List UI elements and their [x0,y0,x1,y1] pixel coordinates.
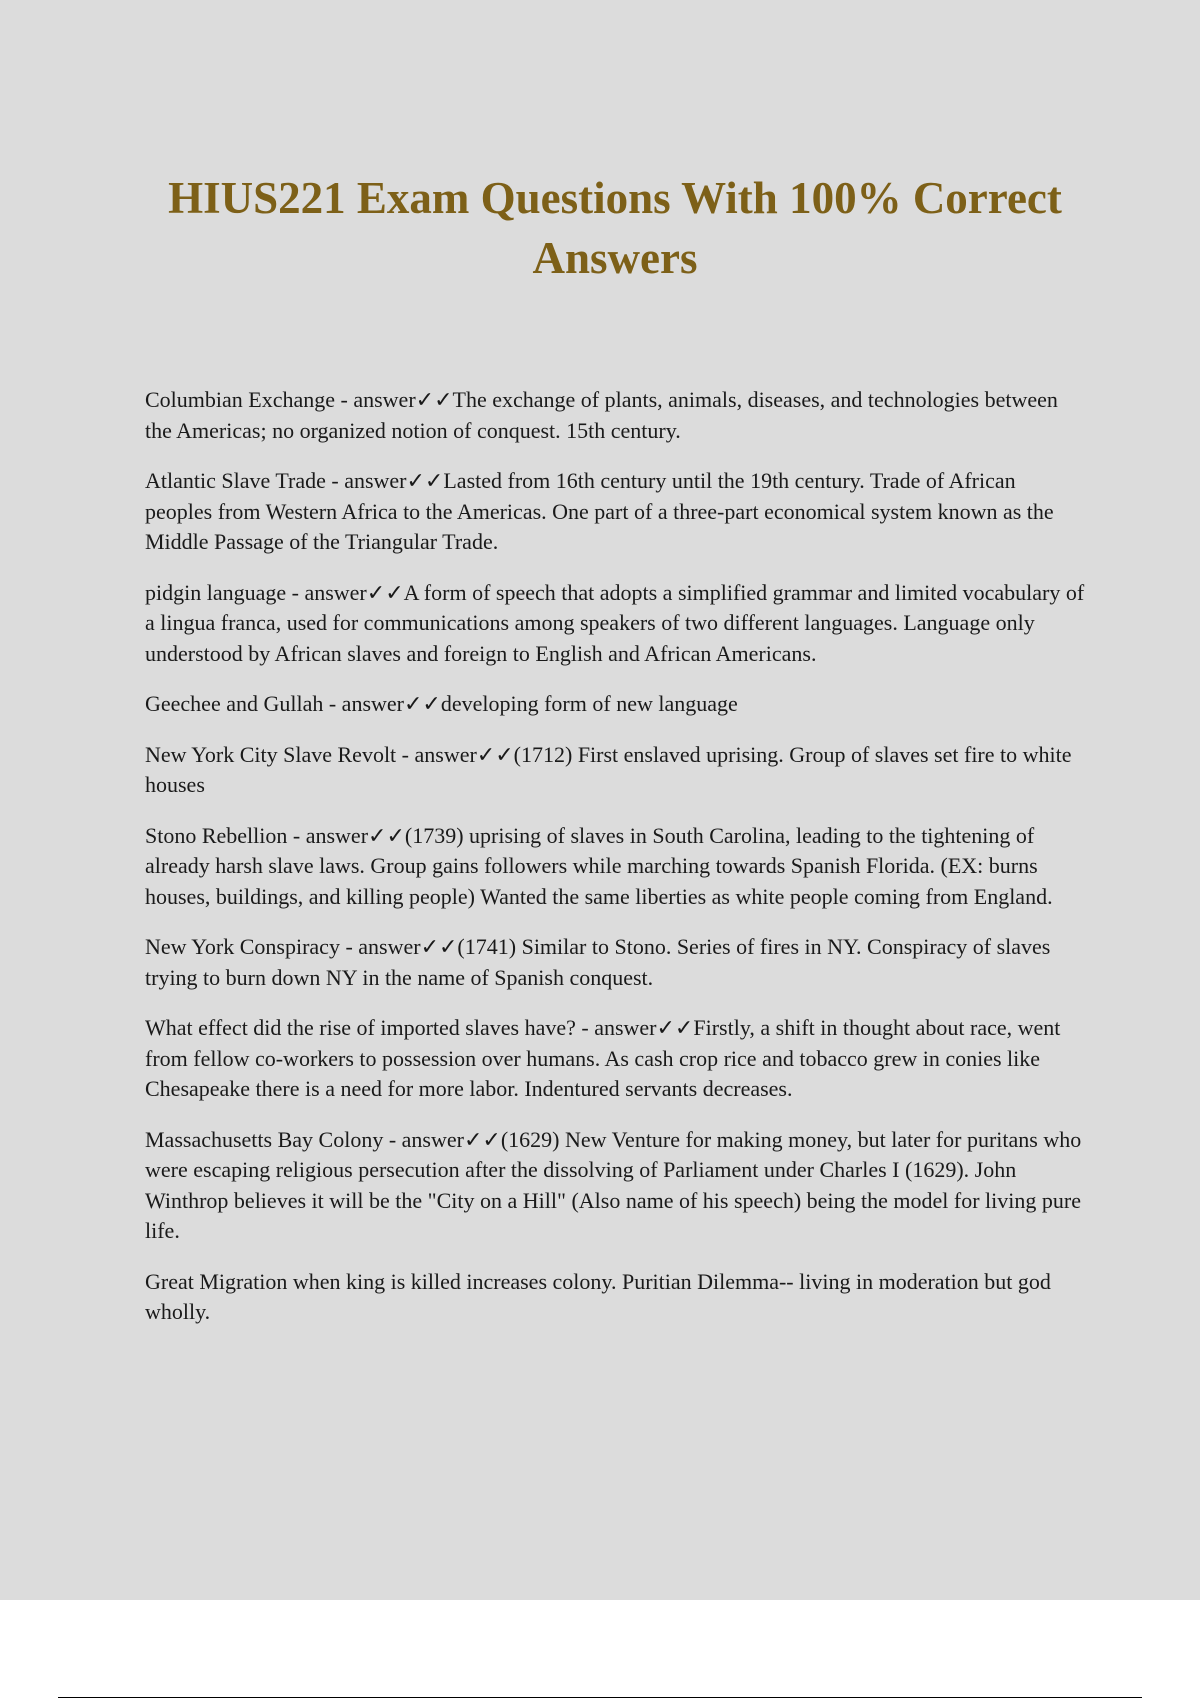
entry-new-york-conspiracy: New York Conspiracy - answer✓✓(1741) Similar to Stono. Series of fires in NY. Conspiracy of slaves trying to burn down NY in the name of Spanish conquest. [145,934,1051,990]
entry-imported-slaves-effect: What effect did the rise of imported slaves have? - answer✓✓Firstly, a shift in thought about race, went from fellow co-workers to possession over humans. As cash crop rice and tobacco grew in conies like Chesapeake there is a need for more labor. Indentured servants decreases. [145,1015,1061,1101]
entry-great-migration: Great Migration when king is killed increases colony. Puritian Dilemma-- living in moderation but god wholly. [145,1268,1051,1324]
entry-nyc-slave-revolt: New York City Slave Revolt - answer✓✓(1712) First enslaved uprising. Group of slaves set fire to white houses [145,741,1072,797]
entry-columbian-exchange: Columbian Exchange - answer✓✓The exchange of plants, animals, diseases, and technologies between the Americas; no organized notion of conquest. 15th century. [145,387,1058,443]
entry-list [145,385,1085,1348]
entry-atlantic-slave-trade: Atlantic Slave Trade - answer✓✓Lasted from 16th century until the 19th century. Trade of African peoples from Western Africa to the Americas. One part of a three-part economical system known as the Middle Passage of the Triangular Trade. [145,468,1054,554]
document-title: HIUS221 Exam Questions With 100% Correct Answers [168,173,1062,283]
entry-pidgin-language: pidgin language - answer✓✓A form of speech that adopts a simplified grammar and limited vocabulary of a lingua franca, used for communications among speakers of two different languages. Language only understood by African slaves and foreign to English and African Americans. [145,579,1085,666]
entry-geechee-and-gullah: Geechee and Gullah - answer✓✓developing form of new language [145,691,738,716]
entry-stono-rebellion: Stono Rebellion - answer✓✓(1739) uprising of slaves in South Carolina, leading to the tightening of already harsh slave laws. Group gains followers while marching towards Spanish Florida. (EX: burns houses, buildings, and killing people) Wanted the same liberties as white people coming from England. [145,822,1053,909]
entry-massachusetts-bay-colony: Massachusetts Bay Colony - answer✓✓(1629) New Venture for making money, but later for puritans who were escaping religious persecution after the dissolving of Parliament under Charles I (1629). John Winthrop believes it will be the "City on a Hill" (Also name of his speech) being the model for living pure life. [145,1126,1082,1243]
page-divider [58,1697,1142,1698]
